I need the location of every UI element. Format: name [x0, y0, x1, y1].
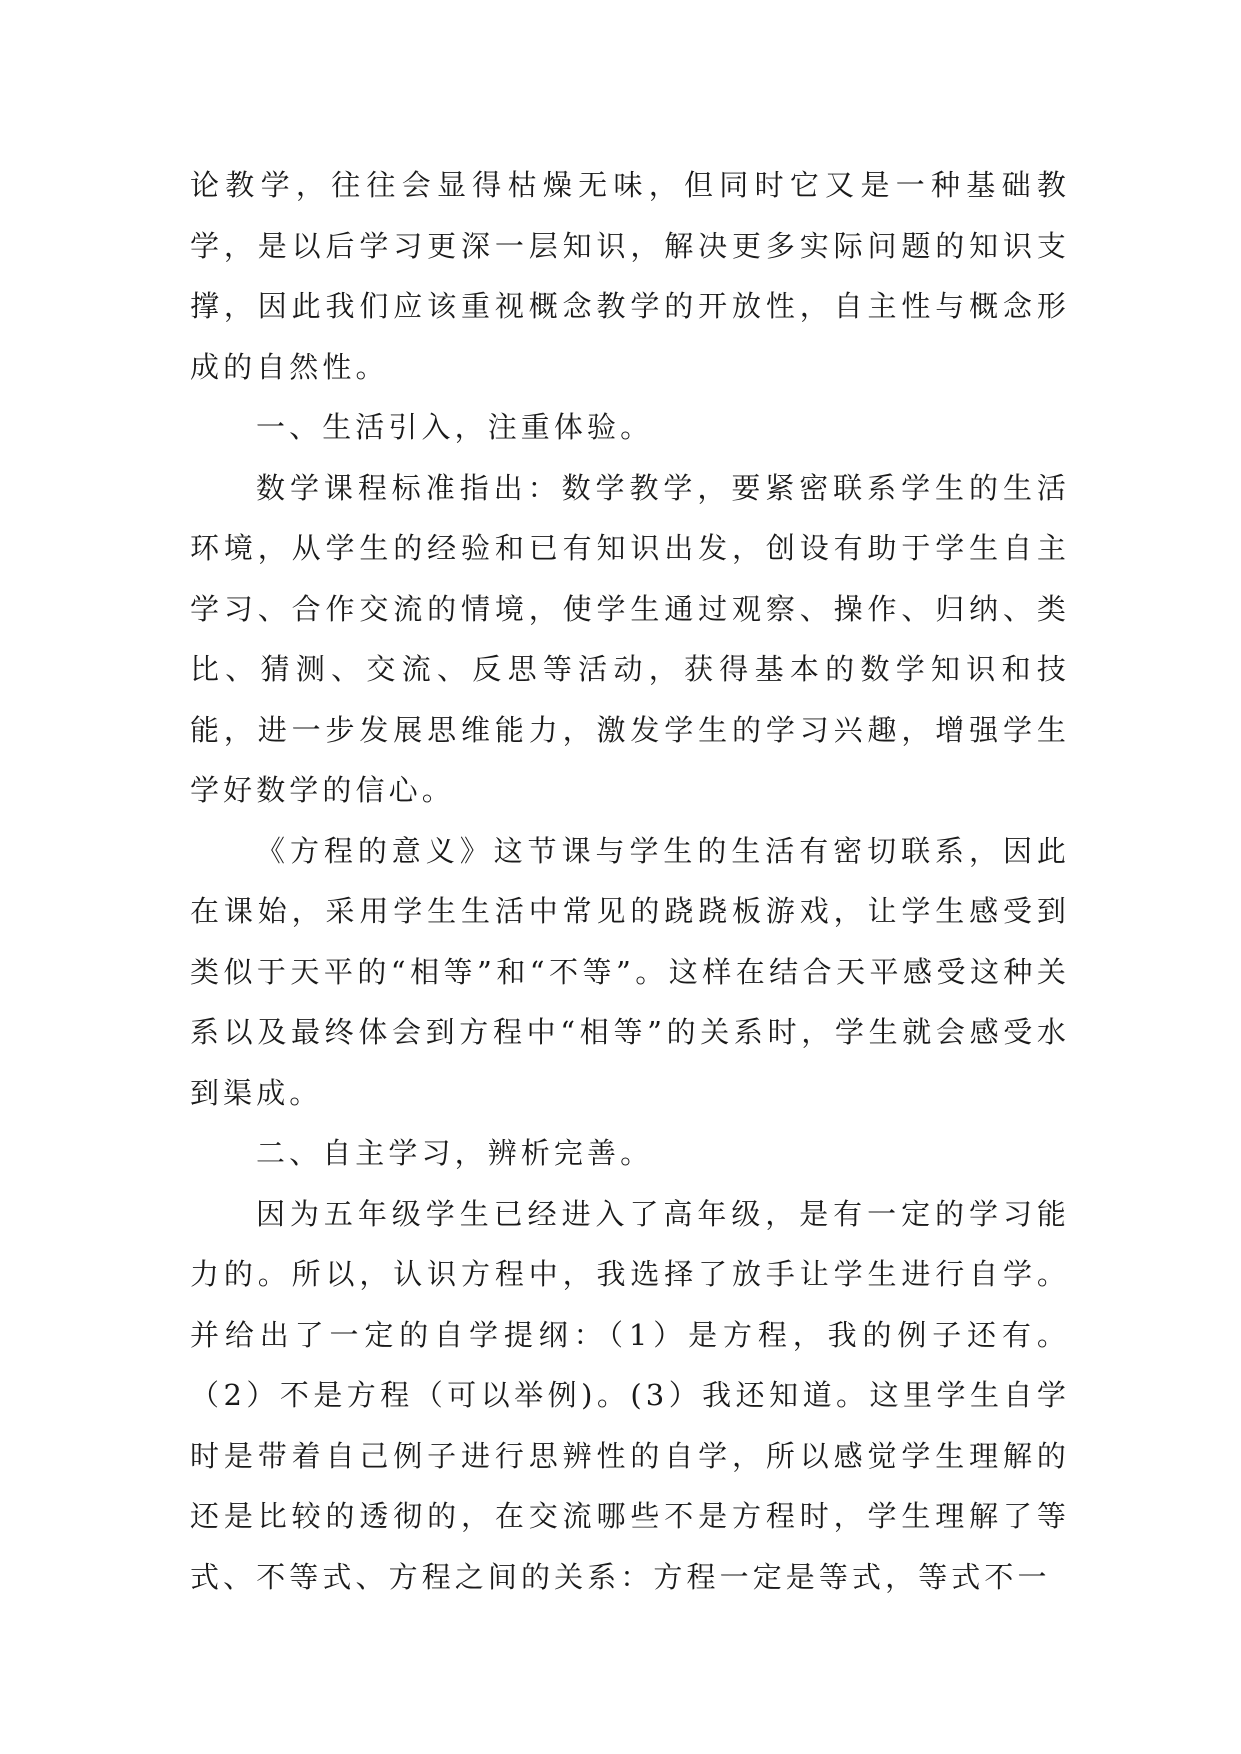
paragraph-curriculum: 数学课程标准指出：数学教学，要紧密联系学生的生活环境，从学生的经验和已有知识出发，创设有助于学生自主学习、合作交流的情境，使学生通过观察、操作、归纳、类比、猜测、交流、反思等活动，获得基本的数学知识和技能，进一步发展思维能力，激发学生的学习兴趣，增强学生学好数学的信心。 [190, 470, 1070, 807]
section-heading-1: 一、生活引入，注重体验。 [256, 410, 654, 444]
section-heading-2: 二、自主学习，辨析完善。 [256, 1136, 654, 1170]
paragraph-intro: 论教学，往往会显得枯燥无味，但同时它又是一种基础教学，是以后学习更深一层知识，解决更多实际问题的知识支撑，因此我们应该重视概念教学的开放性，自主性与概念形成的自然性。 [190, 168, 1070, 384]
document-body [190, 155, 1070, 1607]
paragraph-equation-lesson: 《方程的意义》这节课与学生的生活有密切联系，因此在课始，采用学生生活中常见的跷跷板游戏，让学生感受到类似于天平的“相等”和“不等”。这样在结合天平感受这种关系以及最终体会到方程中“相等”的关系时，学生就会感受水到渠成。 [190, 833, 1070, 1110]
paragraph-self-study: 因为五年级学生已经进入了高年级，是有一定的学习能力的。所以，认识方程中，我选择了放手让学生进行自学。并给出了一定的自学提纲：（1）是方程，我的例子还有。（2）不是方程（可以举例)。(3）我还知道。这里学生自学时是带着自己例子进行思辨性的自学，所以感觉学生理解的还是比较的透彻的，在交流哪些不是方程时，学生理解了等式、不等式、方程之间的关系：方程一定是等式，等式不一 [190, 1196, 1070, 1594]
